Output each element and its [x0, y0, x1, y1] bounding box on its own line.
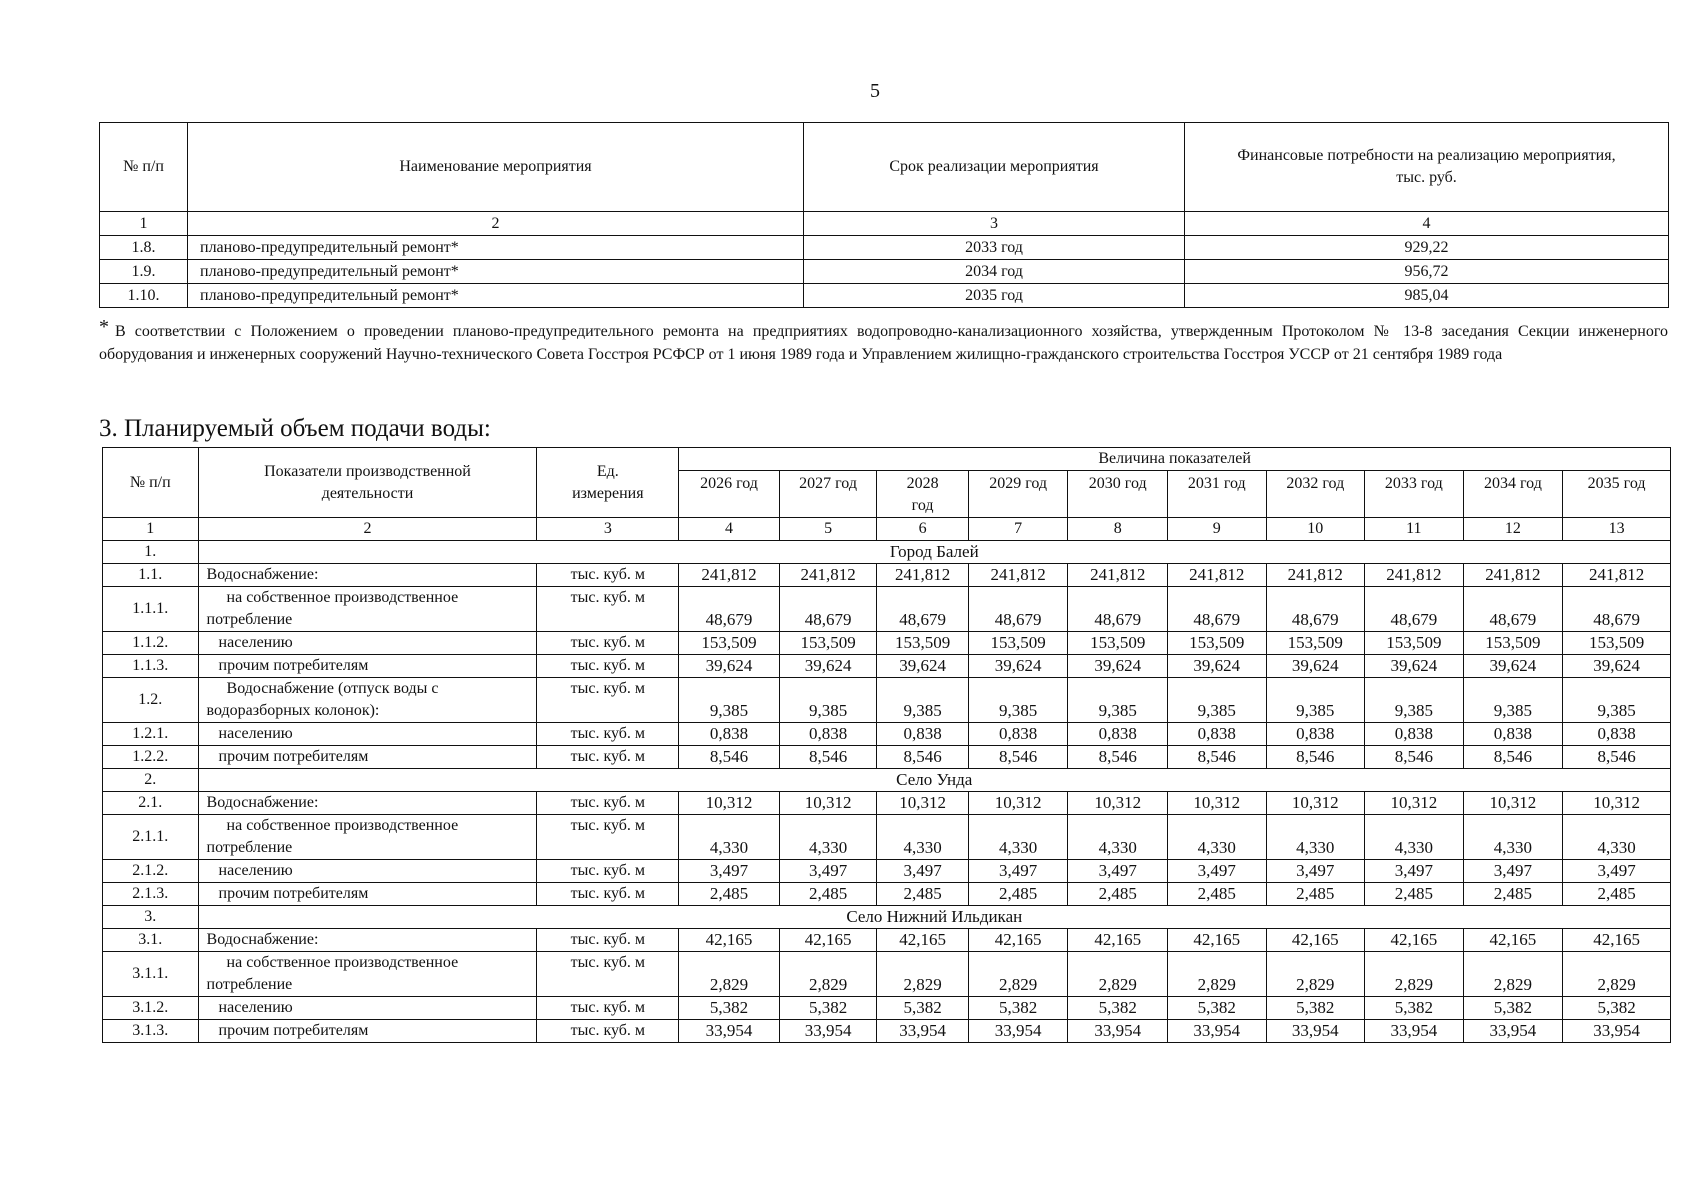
water-supply-table — [102, 447, 1671, 1043]
activity-row — [100, 260, 1669, 284]
indicator-value: 3,497 — [1266, 860, 1365, 883]
col-header-unit: Ед. измерения — [537, 448, 679, 518]
indicator-value: 2,485 — [1563, 883, 1671, 906]
indicator-label: Водоснабжение: — [198, 564, 537, 587]
indicator-value: 241,812 — [1068, 564, 1168, 587]
indicator-value: 241,812 — [1167, 564, 1266, 587]
indicator-value: 8,546 — [779, 746, 877, 769]
locality-row — [103, 906, 1671, 929]
indicator-value: 0,838 — [877, 723, 969, 746]
indicator-value: 0,838 — [1365, 723, 1464, 746]
index-cell: 7 — [968, 518, 1068, 541]
indicator-value: 3,497 — [968, 860, 1068, 883]
indicator-number: 1.2.2. — [103, 746, 199, 769]
indicator-value: 2,485 — [1068, 883, 1168, 906]
indicator-value: 42,165 — [1463, 929, 1563, 952]
index-cell: 4 — [679, 518, 780, 541]
activities-index-row — [100, 212, 1669, 236]
indicator-value: 2,485 — [1266, 883, 1365, 906]
footnote-text: В соответствии с Положением о проведении планово-предупредительного ремонта на предприятиях водопроводно-канализационного хозяйства, утвержденным Протоколом № 13-8 заседания Секции инженерного оборудования и инженерных сооружений Научно-технического Совета Госстроя РСФСР от 1 июня 1989 года и Управлением жилищно-гражданского строительства Госстроя УССР от 21 сентября 1989 года — [99, 323, 1668, 363]
indicator-label: Водоснабжение (отпуск воды с водоразборных колонок): — [198, 678, 537, 723]
activity-finance: 929,22 — [1185, 236, 1669, 260]
indicator-label: населению — [198, 723, 537, 746]
section-title: 3. Планируемый объем подачи воды: — [99, 415, 491, 442]
index-cell: 1 — [103, 518, 199, 541]
locality-name: Село Нижний Ильдикан — [198, 906, 1670, 929]
indicator-value: 8,546 — [877, 746, 969, 769]
indicator-unit: тыс. куб. м — [537, 1020, 679, 1043]
index-cell: 4 — [1185, 212, 1669, 236]
indicator-value: 33,954 — [1266, 1020, 1365, 1043]
indicator-value: 10,312 — [877, 792, 969, 815]
indicator-value: 241,812 — [1365, 564, 1464, 587]
indicator-row — [103, 883, 1671, 906]
indicator-unit: тыс. куб. м — [537, 792, 679, 815]
activity-name: планово-предупредительный ремонт* — [188, 260, 804, 284]
index-cell: 5 — [779, 518, 877, 541]
indicator-value: 39,624 — [1365, 655, 1464, 678]
locality-number: 3. — [103, 906, 199, 929]
index-cell: 1 — [100, 212, 188, 236]
indicator-number: 1.1. — [103, 564, 199, 587]
indicator-value: 3,497 — [679, 860, 780, 883]
indicator-value: 42,165 — [877, 929, 969, 952]
indicator-row — [103, 632, 1671, 655]
indicator-row — [103, 997, 1671, 1020]
col-header-indicator-values: Величина показателей — [679, 448, 1671, 471]
indicator-value: 241,812 — [968, 564, 1068, 587]
indicator-value: 3,497 — [779, 860, 877, 883]
indicator-value: 2,829 — [1463, 952, 1563, 997]
indicator-value: 8,546 — [1563, 746, 1671, 769]
indicator-value: 8,546 — [1266, 746, 1365, 769]
indicator-number: 1.1.3. — [103, 655, 199, 678]
indicator-value: 10,312 — [679, 792, 780, 815]
indicator-value: 9,385 — [779, 678, 877, 723]
indicator-value: 5,382 — [877, 997, 969, 1020]
activities-header-row — [100, 123, 1669, 212]
indicator-value: 33,954 — [1563, 1020, 1671, 1043]
indicator-value: 5,382 — [1365, 997, 1464, 1020]
indicator-unit: тыс. куб. м — [537, 564, 679, 587]
indicator-number: 3.1.2. — [103, 997, 199, 1020]
footnote — [99, 316, 1668, 366]
footnote-marker: * — [99, 316, 109, 338]
indicator-row — [103, 678, 1671, 723]
indicator-value: 42,165 — [679, 929, 780, 952]
indicator-value: 3,497 — [877, 860, 969, 883]
indicator-value: 2,829 — [779, 952, 877, 997]
indicator-value: 3,497 — [1463, 860, 1563, 883]
index-cell: 10 — [1266, 518, 1365, 541]
indicator-value: 2,829 — [1563, 952, 1671, 997]
indicator-value: 0,838 — [1463, 723, 1563, 746]
indicator-value: 0,838 — [1167, 723, 1266, 746]
indicator-value: 39,624 — [1266, 655, 1365, 678]
indicator-label: на собственное производственное потребление — [198, 587, 537, 632]
indicator-value: 3,497 — [1563, 860, 1671, 883]
indicator-label: населению — [198, 997, 537, 1020]
indicator-value: 39,624 — [1463, 655, 1563, 678]
locality-row — [103, 541, 1671, 564]
indicator-value: 10,312 — [1365, 792, 1464, 815]
index-cell: 8 — [1068, 518, 1168, 541]
indicator-label: на собственное производственное потребление — [198, 815, 537, 860]
col-header-year: 2028 год — [877, 471, 969, 518]
indicator-label: Водоснабжение: — [198, 929, 537, 952]
indicator-value: 5,382 — [1266, 997, 1365, 1020]
indicator-value: 10,312 — [1068, 792, 1168, 815]
indicator-value: 42,165 — [1068, 929, 1168, 952]
indicator-number: 3.1. — [103, 929, 199, 952]
indicator-value: 33,954 — [779, 1020, 877, 1043]
indicator-value: 0,838 — [1068, 723, 1168, 746]
indicator-unit: тыс. куб. м — [537, 952, 679, 997]
col-header-term: Срок реализации мероприятия — [804, 123, 1185, 212]
indicator-value: 33,954 — [1167, 1020, 1266, 1043]
water-header-row — [103, 448, 1671, 471]
indicator-value: 39,624 — [1068, 655, 1168, 678]
indicator-value: 0,838 — [679, 723, 780, 746]
indicator-row — [103, 1020, 1671, 1043]
indicator-unit: тыс. куб. м — [537, 632, 679, 655]
indicator-value: 0,838 — [1563, 723, 1671, 746]
indicator-row — [103, 746, 1671, 769]
indicator-value: 153,509 — [1167, 632, 1266, 655]
activity-number: 1.9. — [100, 260, 188, 284]
indicator-value: 33,954 — [1463, 1020, 1563, 1043]
index-cell: 9 — [1167, 518, 1266, 541]
indicator-value: 241,812 — [679, 564, 780, 587]
col-header-indicator: Показатели производственной деятельности — [198, 448, 537, 518]
indicator-value: 48,679 — [968, 587, 1068, 632]
indicator-row — [103, 929, 1671, 952]
indicator-unit: тыс. куб. м — [537, 746, 679, 769]
indicator-value: 153,509 — [1068, 632, 1168, 655]
col-header-number: № п/п — [100, 123, 188, 212]
indicator-value: 9,385 — [1167, 678, 1266, 723]
col-header-year: 2034 год — [1463, 471, 1563, 518]
indicator-row — [103, 952, 1671, 997]
indicator-value: 2,485 — [1463, 883, 1563, 906]
indicator-value: 48,679 — [1068, 587, 1168, 632]
indicator-value: 8,546 — [968, 746, 1068, 769]
activity-term: 2035 год — [804, 284, 1185, 308]
indicator-row — [103, 723, 1671, 746]
indicator-value: 9,385 — [877, 678, 969, 723]
index-cell: 6 — [877, 518, 969, 541]
indicator-value: 5,382 — [1463, 997, 1563, 1020]
indicator-value: 48,679 — [1365, 587, 1464, 632]
indicator-value: 48,679 — [1563, 587, 1671, 632]
indicator-value: 241,812 — [779, 564, 877, 587]
index-cell: 13 — [1563, 518, 1671, 541]
indicator-value: 241,812 — [877, 564, 969, 587]
locality-row — [103, 769, 1671, 792]
indicator-value: 2,485 — [968, 883, 1068, 906]
indicator-value: 4,330 — [877, 815, 969, 860]
indicator-value: 3,497 — [1068, 860, 1168, 883]
indicator-value: 2,829 — [1167, 952, 1266, 997]
indicator-value: 48,679 — [877, 587, 969, 632]
indicator-value: 2,485 — [779, 883, 877, 906]
indicator-label: населению — [198, 632, 537, 655]
indicator-unit: тыс. куб. м — [537, 655, 679, 678]
indicator-row — [103, 564, 1671, 587]
locality-number: 2. — [103, 769, 199, 792]
indicator-number: 3.1.3. — [103, 1020, 199, 1043]
indicator-value: 8,546 — [1463, 746, 1563, 769]
indicator-value: 0,838 — [968, 723, 1068, 746]
indicator-row — [103, 587, 1671, 632]
indicator-label: прочим потребителям — [198, 1020, 537, 1043]
indicator-label: прочим потребителям — [198, 655, 537, 678]
activity-number: 1.8. — [100, 236, 188, 260]
indicator-value: 4,330 — [1463, 815, 1563, 860]
indicator-value: 3,497 — [1365, 860, 1464, 883]
indicator-label: на собственное производственное потребление — [198, 952, 537, 997]
indicator-value: 10,312 — [1563, 792, 1671, 815]
indicator-value: 2,829 — [968, 952, 1068, 997]
indicator-row — [103, 655, 1671, 678]
indicator-value: 9,385 — [1266, 678, 1365, 723]
indicator-value: 241,812 — [1563, 564, 1671, 587]
indicator-value: 33,954 — [1365, 1020, 1464, 1043]
indicator-value: 2,829 — [679, 952, 780, 997]
col-header-number: № п/п — [103, 448, 199, 518]
indicator-number: 2.1.3. — [103, 883, 199, 906]
indicator-value: 10,312 — [779, 792, 877, 815]
index-cell: 2 — [188, 212, 804, 236]
indicator-value: 42,165 — [1365, 929, 1464, 952]
indicator-label: населению — [198, 860, 537, 883]
indicator-value: 9,385 — [1463, 678, 1563, 723]
indicator-value: 39,624 — [1167, 655, 1266, 678]
indicator-value: 9,385 — [968, 678, 1068, 723]
indicator-unit: тыс. куб. м — [537, 929, 679, 952]
indicator-value: 9,385 — [1068, 678, 1168, 723]
indicator-value: 153,509 — [1266, 632, 1365, 655]
activity-finance: 985,04 — [1185, 284, 1669, 308]
indicator-value: 4,330 — [1365, 815, 1464, 860]
indicator-row — [103, 792, 1671, 815]
indicator-value: 2,829 — [877, 952, 969, 997]
indicator-value: 33,954 — [679, 1020, 780, 1043]
col-header-year: 2029 год — [968, 471, 1068, 518]
indicator-value: 48,679 — [1266, 587, 1365, 632]
indicator-label: прочим потребителям — [198, 883, 537, 906]
indicator-number: 2.1.1. — [103, 815, 199, 860]
indicator-value: 4,330 — [1563, 815, 1671, 860]
indicator-value: 241,812 — [1266, 564, 1365, 587]
indicator-value: 5,382 — [1563, 997, 1671, 1020]
indicator-value: 0,838 — [779, 723, 877, 746]
indicator-value: 153,509 — [679, 632, 780, 655]
indicator-value: 4,330 — [779, 815, 877, 860]
indicator-number: 1.1.2. — [103, 632, 199, 655]
indicator-value: 39,624 — [877, 655, 969, 678]
indicator-value: 2,829 — [1266, 952, 1365, 997]
indicator-value: 9,385 — [1365, 678, 1464, 723]
indicator-value: 2,829 — [1068, 952, 1168, 997]
indicator-value: 39,624 — [779, 655, 877, 678]
index-cell: 3 — [537, 518, 679, 541]
locality-name: Город Балей — [198, 541, 1670, 564]
indicator-value: 42,165 — [1563, 929, 1671, 952]
indicator-value: 153,509 — [968, 632, 1068, 655]
indicator-number: 1.1.1. — [103, 587, 199, 632]
index-cell: 2 — [198, 518, 537, 541]
indicator-value: 10,312 — [1463, 792, 1563, 815]
indicator-value: 5,382 — [779, 997, 877, 1020]
indicator-value: 33,954 — [1068, 1020, 1168, 1043]
activity-row — [100, 284, 1669, 308]
indicator-value: 5,382 — [1068, 997, 1168, 1020]
activity-number: 1.10. — [100, 284, 188, 308]
indicator-value: 153,509 — [877, 632, 969, 655]
indicator-value: 8,546 — [1365, 746, 1464, 769]
water-index-row — [103, 518, 1671, 541]
indicator-value: 241,812 — [1463, 564, 1563, 587]
indicator-row — [103, 815, 1671, 860]
indicator-label: Водоснабжение: — [198, 792, 537, 815]
page-number: 5 — [870, 80, 880, 102]
indicator-value: 8,546 — [1167, 746, 1266, 769]
indicator-number: 1.2.1. — [103, 723, 199, 746]
locality-name: Село Унда — [198, 769, 1670, 792]
indicator-value: 42,165 — [779, 929, 877, 952]
col-header-year: 2030 год — [1068, 471, 1168, 518]
indicator-value: 153,509 — [779, 632, 877, 655]
indicator-value: 10,312 — [1266, 792, 1365, 815]
indicator-value: 153,509 — [1365, 632, 1464, 655]
indicator-value: 0,838 — [1266, 723, 1365, 746]
indicator-value: 10,312 — [968, 792, 1068, 815]
indicator-value: 42,165 — [1266, 929, 1365, 952]
indicator-value: 39,624 — [679, 655, 780, 678]
indicator-value: 2,485 — [1365, 883, 1464, 906]
indicator-value: 4,330 — [1167, 815, 1266, 860]
indicator-value: 42,165 — [1167, 929, 1266, 952]
indicator-value: 5,382 — [968, 997, 1068, 1020]
indicator-unit: тыс. куб. м — [537, 860, 679, 883]
indicator-value: 153,509 — [1463, 632, 1563, 655]
indicator-value: 48,679 — [779, 587, 877, 632]
index-cell: 3 — [804, 212, 1185, 236]
activities-table — [99, 122, 1669, 308]
indicator-value: 39,624 — [968, 655, 1068, 678]
indicator-label: прочим потребителям — [198, 746, 537, 769]
indicator-unit: тыс. куб. м — [537, 723, 679, 746]
indicator-value: 4,330 — [679, 815, 780, 860]
indicator-value: 9,385 — [679, 678, 780, 723]
indicator-value: 5,382 — [679, 997, 780, 1020]
indicator-value: 33,954 — [968, 1020, 1068, 1043]
indicator-number: 3.1.1. — [103, 952, 199, 997]
activity-row — [100, 236, 1669, 260]
activity-finance: 956,72 — [1185, 260, 1669, 284]
col-header-year: 2031 год — [1167, 471, 1266, 518]
activity-name: планово-предупредительный ремонт* — [188, 284, 804, 308]
indicator-value: 10,312 — [1167, 792, 1266, 815]
locality-number: 1. — [103, 541, 199, 564]
indicator-value: 48,679 — [1167, 587, 1266, 632]
indicator-value: 48,679 — [679, 587, 780, 632]
indicator-unit: тыс. куб. м — [537, 883, 679, 906]
indicator-number: 2.1. — [103, 792, 199, 815]
indicator-value: 4,330 — [1266, 815, 1365, 860]
col-header-year: 2027 год — [779, 471, 877, 518]
indicator-value: 48,679 — [1463, 587, 1563, 632]
index-cell: 11 — [1365, 518, 1464, 541]
col-header-year: 2035 год — [1563, 471, 1671, 518]
indicator-value: 8,546 — [679, 746, 780, 769]
indicator-value: 2,485 — [877, 883, 969, 906]
col-header-finance: Финансовые потребности на реализацию мероприятия, тыс. руб. — [1185, 123, 1669, 212]
indicator-value: 2,485 — [679, 883, 780, 906]
indicator-value: 4,330 — [968, 815, 1068, 860]
indicator-number: 2.1.2. — [103, 860, 199, 883]
indicator-value: 39,624 — [1563, 655, 1671, 678]
indicator-value: 5,382 — [1167, 997, 1266, 1020]
indicator-unit: тыс. куб. м — [537, 815, 679, 860]
col-header-activity-name: Наименование мероприятия — [188, 123, 804, 212]
index-cell: 12 — [1463, 518, 1563, 541]
indicator-row — [103, 860, 1671, 883]
indicator-unit: тыс. куб. м — [537, 678, 679, 723]
col-header-year: 2033 год — [1365, 471, 1464, 518]
activity-name: планово-предупредительный ремонт* — [188, 236, 804, 260]
indicator-value: 153,509 — [1563, 632, 1671, 655]
indicator-value: 4,330 — [1068, 815, 1168, 860]
indicator-unit: тыс. куб. м — [537, 997, 679, 1020]
indicator-value: 2,485 — [1167, 883, 1266, 906]
indicator-value: 3,497 — [1167, 860, 1266, 883]
indicator-unit: тыс. куб. м — [537, 587, 679, 632]
indicator-value: 33,954 — [877, 1020, 969, 1043]
indicator-value: 42,165 — [968, 929, 1068, 952]
col-header-year: 2026 год — [679, 471, 780, 518]
indicator-value: 8,546 — [1068, 746, 1168, 769]
indicator-number: 1.2. — [103, 678, 199, 723]
indicator-value: 2,829 — [1365, 952, 1464, 997]
activity-term: 2033 год — [804, 236, 1185, 260]
indicator-value: 9,385 — [1563, 678, 1671, 723]
activity-term: 2034 год — [804, 260, 1185, 284]
col-header-year: 2032 год — [1266, 471, 1365, 518]
